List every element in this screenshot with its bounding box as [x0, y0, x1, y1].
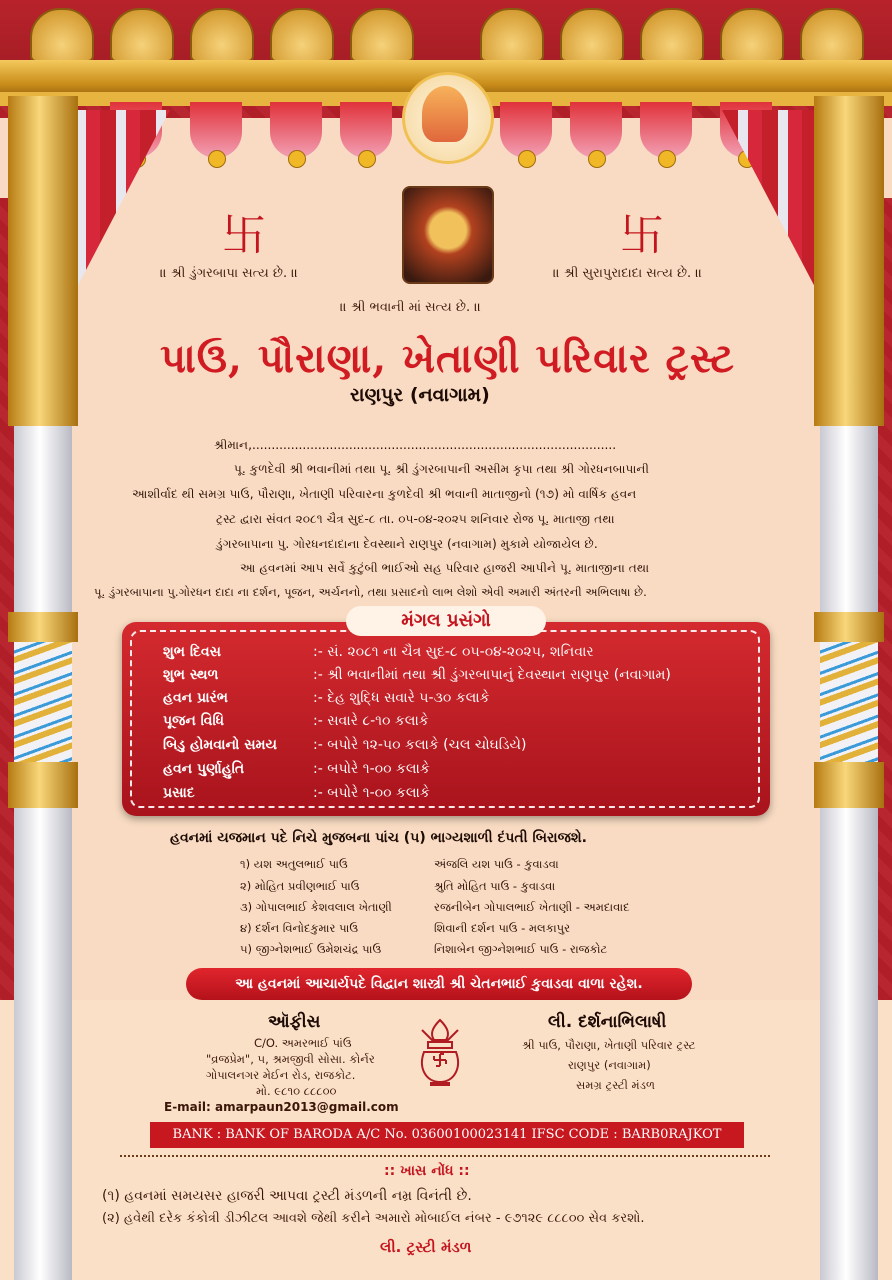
dome-ornament	[720, 8, 784, 62]
event-value: :- દેહ શુદ્ધિ સવારે ૫-૩૦ કલાકે	[313, 690, 490, 706]
left-pillar-base-ring	[8, 762, 78, 808]
sender-line: શ્રી પાઉ, પૌરાણા, ખેતાણી પરિવાર ટ્રસ્ટ	[522, 1038, 696, 1052]
right-pillar-capital	[814, 96, 884, 336]
right-pillar-base-ring	[814, 762, 884, 808]
note-line: (૨) હવેથી દરેક કંકોત્રી ડીઝીટલ આવશે જેથી કરીને અમારો મોબાઈલ નંબર - ૯૭૧૨૯ ૮૮૮૦૦ સેવ કરશો.	[102, 1211, 645, 1226]
kalash-icon	[414, 1018, 466, 1088]
office-email[interactable]: E-mail: amarpaun2013@gmail.com	[164, 1100, 399, 1114]
toran-bead	[208, 150, 226, 168]
bank-details: BANK : BANK OF BARODA A/C No. 03600100023141 IFSC CODE : BARB0RAJKOT	[150, 1122, 744, 1148]
left-pillar-ring	[8, 612, 78, 642]
husband-name: ૫) જીગ્નેશભાઈ ઉમેશચંદ્ર પાઉ	[240, 942, 382, 956]
center-slogan: ॥ શ્રી ભવાની માં સત્ય છે. ॥	[340, 300, 482, 315]
event-value: :- બપોરે ૧-૦૦ કલાકે	[313, 785, 430, 801]
ganesha-figure	[422, 86, 468, 142]
office-line: ગોપાલનગર મેઈન રોડ, રાજકોટ.	[206, 1068, 356, 1082]
right-pillar-gold-band	[814, 336, 884, 426]
husband-name: ૩) ગોપાલભાઈ કેશવલાલ ખેતાણી	[240, 900, 392, 914]
husband-name: ૧) યશ અતુલભાઈ પાઉ	[240, 857, 348, 871]
toran-bead	[288, 150, 306, 168]
husband-name: ૪) દર્શન વિનોદકુમાર પાઉ	[240, 921, 359, 935]
dome-ornament	[560, 8, 624, 62]
notes-heading: :: ખાસ નોંધ ::	[384, 1163, 470, 1179]
left-pillar-gold-band	[8, 336, 78, 426]
dome-ornament	[800, 8, 864, 62]
left-slogan: ॥ શ્રી ડુંગરબાપા સત્ય છે. ॥	[160, 266, 299, 281]
dome-ornament	[480, 8, 544, 62]
sender-heading: લી. દર્શનાભિલાષી	[548, 1012, 667, 1032]
event-label: બિડુ હોમવાનો સમય	[163, 737, 277, 753]
sender-line: રાણપુર (નવાગામ)	[568, 1058, 651, 1072]
right-pillar-shaft	[820, 426, 878, 612]
invitation-line: આ હવનમાં આપ સર્વે કુટુંબી ભાઈઓ સહ પરિવાર હાજરી આપીને પૂ. માતાજીના તથા	[240, 561, 650, 575]
event-label: પૂજન વિધિ	[163, 713, 225, 729]
event-value: :- બપોરે ૧-૦૦ કલાકે	[313, 761, 430, 777]
deity-photo	[402, 186, 494, 284]
office-phone: મો. ૯૮૧૦ ૮૮૮૦૦	[256, 1084, 337, 1098]
invitation-line: ડુંગરબાપાના પુ. ગોરધનદાદાના દેવસ્થાને રાણપુર (નવાગામ) મુકામે યોજાયેલ છે.	[216, 537, 598, 551]
left-pillar-capital	[8, 96, 78, 336]
office-line: C/O. અમરભાઈ પાંઉ	[254, 1036, 352, 1050]
invitation-line: આશીર્વાદ થી સમગ્ર પાઉ, પૌરાણા, ખેતાણી પરિવારના કુળદેવી શ્રી ભવાની માતાજીનો (૧૭) મો વાર્ષિક હવન	[132, 487, 637, 501]
swastika-icon: 卐	[620, 210, 664, 261]
note-line: (૧) હવનમાં સમયસર હાજરી આપવા ટ્રસ્ટી મંડળની નમ્ર વિનંતી છે.	[102, 1188, 472, 1204]
swastika-icon: 卐	[222, 210, 266, 261]
event-label: હવન પ્રારંભ	[163, 690, 228, 706]
invitation-line: પૂ. ડુંગરબાપાના પુ.ગોરધન દાદા ના દર્શન, પૂજન, અર્ચનનો, તથા પ્રસાદનો લાભ લેશો એવી અમારી અંતરની અભિલાષા છે.	[94, 585, 647, 599]
office-line: "વ્રજપ્રેમ", ૫, શ્રમજીવી સોસા. કોર્નર	[206, 1052, 375, 1066]
event-label: પ્રસાદ	[163, 785, 195, 801]
dome-ornament	[110, 8, 174, 62]
toran-bead	[588, 150, 606, 168]
left-pillar-base	[14, 808, 72, 1280]
wife-name: શિવાની દર્શન પાઉ - મલકાપુર	[434, 921, 571, 935]
toran-bead	[518, 150, 536, 168]
invitation-line: ટ્રસ્ટ દ્વારા સંવત ૨૦૮૧ ચૈત્ર સુદ-૮ તા. ૦૫-૦૪-૨૦૨૫ શનિવાર રોજ પૂ. માતાજી તથા	[216, 512, 615, 526]
signoff: લી. ટ્રસ્ટી મંડળ	[380, 1238, 472, 1256]
event-value: :- સવારે ૮-૧૦ કલાકે	[313, 713, 429, 729]
event-value: :- શ્રી ભવાનીમાં તથા શ્રી ડુંગરબાપાનું દેવસ્થાન રાણપુર (નવાગામ)	[313, 667, 671, 683]
dome-ornament	[640, 8, 704, 62]
left-pillar-spiral	[14, 642, 72, 762]
wife-name: અંજલિ યશ પાઉ - કુવાડવા	[434, 857, 559, 871]
salutation: શ્રીમાન,..............................................................................................	[214, 438, 617, 452]
dome-ornament	[30, 8, 94, 62]
events-heading: મંગલ પ્રસંગો	[346, 606, 546, 636]
toran-bead	[658, 150, 676, 168]
event-value: :- સં. ૨૦૮૧ ના ચૈત્ર સુદ-૮ ૦૫-૦૪-૨૦૨૫, શનિવાર	[313, 644, 594, 660]
right-pillar-spiral	[820, 642, 878, 762]
invitation-line: પૂ. કુળદેવી શ્રી ભવાનીમાં તથા પૂ. શ્રી ડુંગરબાપાની અસીમ કૃપા તથા શ્રી ગોરધનબાપાની	[234, 462, 649, 476]
trust-title: પાઉ, પૌરાણા, ખેતાણી પરિવાર ટ્રસ્ટ	[160, 335, 735, 382]
dome-ornament	[190, 8, 254, 62]
event-value: :- બપોરે ૧૨-૫૦ કલાકે (ચલ ચોઘડિયે)	[313, 737, 527, 753]
sender-line: સમગ્ર ટ્રસ્ટી મંડળ	[576, 1078, 655, 1092]
office-heading: ઑફીસ	[268, 1012, 321, 1032]
right-pillar-base	[820, 808, 878, 1280]
toran-bead	[358, 150, 376, 168]
village-subtitle: રાણપુર (નવાગામ)	[350, 384, 490, 406]
wife-name: શ્રુતિ મોહિત પાઉ - કુવાડવા	[434, 879, 556, 893]
wife-name: રજનીબેન ગોપાલભાઈ ખેતાણી - અમદાવાદ	[434, 900, 630, 914]
dotted-divider	[120, 1155, 770, 1157]
right-pillar-ring	[814, 612, 884, 642]
dome-ornament	[270, 8, 334, 62]
right-slogan: ॥ શ્રી સુરાપુરાદાદા સત્ય છે. ॥	[553, 266, 703, 281]
husband-name: ૨) મોહિત પ્રવીણભાઈ પાઉ	[240, 879, 360, 893]
couples-heading: હવનમાં યજમાન પદે નિચે મુજબના પાંચ (૫) ભાગ્યશાળી દંપતી બિરાજશે.	[170, 830, 587, 846]
event-label: શુભ સ્થળ	[163, 667, 219, 683]
event-label: શુભ દિવસ	[163, 644, 221, 660]
event-label: હવન પુર્ણાહુતિ	[163, 761, 245, 777]
left-pillar-shaft	[14, 426, 72, 612]
dome-ornament	[350, 8, 414, 62]
wife-name: નિશાબેન જીગ્નેશભાઈ પાઉ - રાજકોટ	[434, 942, 608, 956]
acharya-banner: આ હવનમાં આચાર્યપદે વિદ્વાન શાસ્ત્રી શ્રી ચેતનભાઈ કુવાડવા વાળા રહેશ.	[186, 968, 692, 1000]
